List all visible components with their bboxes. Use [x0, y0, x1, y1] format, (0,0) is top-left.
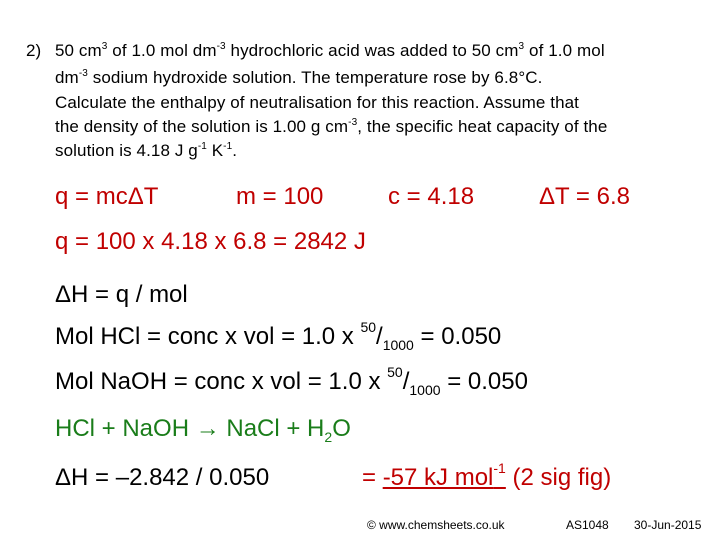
enthalpy-calculation: ΔH = –2.842 / 0.050 — [55, 464, 270, 491]
moles-naoh-calculation: Mol NaOH = conc x vol = 1.0 x $^{50}/_{1000} = 0.050$ — [55, 364, 528, 398]
question-line-5: solution is 4.18 J $g^{-1}$ $K^{-1}$. — [55, 141, 238, 160]
footer-code: AS1048 — [566, 518, 609, 532]
mass-value: m = 100 — [236, 183, 324, 210]
question-line-3: Calculate the enthalpy of neutralisation for this reaction. Assume that — [55, 93, 580, 112]
specific-heat-value: c = 4.18 — [388, 183, 475, 210]
question-line-1: 50 $cm^3$ of 1.0 mol $dm^{-3}$ hydrochloric acid was added to 50 $cm^3$ of 1.0 mol — [55, 41, 605, 60]
question-line-4: the density of the solution is 1.00 g $cm^{-3}$, the specific heat capacity of the — [55, 117, 608, 136]
moles-hcl-calculation: Mol HCl = conc x vol = 1.0 x $^{50}/_{1000} = 0.050$ — [55, 319, 502, 353]
enthalpy-formula: ΔH = q / mol — [55, 281, 188, 308]
heat-calculation: q = 100 x 4.18 x 6.8 = 2842 J — [55, 228, 366, 255]
enthalpy-answer: = -57 kJ mol$^{-1}$ (2 sig fig) — [362, 460, 612, 491]
neutralisation-equation: HCl + NaOH → NaCl + $H_2O$ — [55, 415, 351, 445]
temperature-change-value: ΔT = 6.8 — [539, 183, 630, 210]
answer-value: -57 kJ mol$^{-1}$ — [382, 460, 506, 491]
heat-formula: q = mcΔT — [55, 183, 159, 210]
question-number: 2) — [26, 41, 42, 60]
footer-copyright: © www.chemsheets.co.uk — [367, 518, 505, 532]
footer-date: 30-Jun-2015 — [634, 518, 702, 532]
question-line-2: $dm^{-3}$ sodium hydroxide solution. The temperature rose by 6.8°C. — [55, 68, 543, 87]
